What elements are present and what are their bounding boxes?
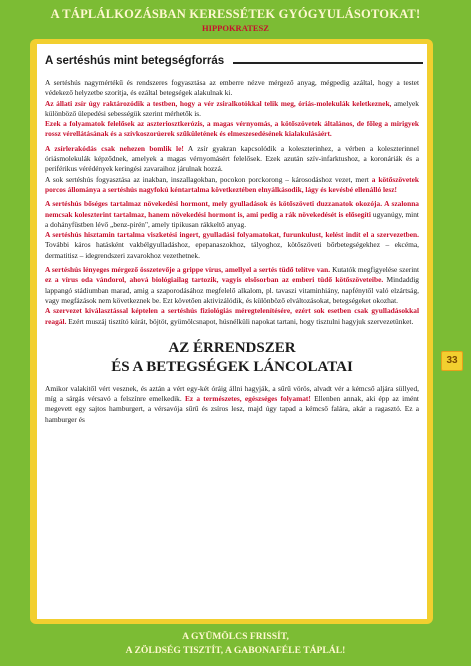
paragraph: A sertéshús bőséges tartalmaz növekedési hormont, mely gyulladások és kötőszöveti duzzanatok okozója. A szalonna nemcsak koleszterint tartalmaz, hanem növekedési hormont is, ami pedig a rák növekedését is elősegíti ugyanúgy, mint a dohányfüstben lévő „benz-pirén", amely tipikusan rákkeltő anyag. <box>45 199 420 229</box>
page-header <box>0 0 471 40</box>
header-author: HIPPOKRATESZ <box>202 23 269 33</box>
paragraph: A sertéshús hisztamin tartalma viszketési ingert, gyulladási folyamatokat, furunkulust, kelést indít el a szervezetben. További káros hatásként vakbélgyulladáshoz, epepanaszokhoz, tályoghoz, kötőszöveti bőrbetegségekhez – ekcéma, dermatitisz – idegrendszeri zavarokhoz vezethetnek. <box>45 230 419 260</box>
paragraph: A sertéshús lényeges mérgező összetevője a grippe vírus, amellyel a sertés tüdő telítve van. Kutatók megfigyelése szerint ez a vírus oda vándorol, ahová biológiailag tartozik, vagyis elsősorban az emberi tüdő kötőszöveteibe. Mindaddig lappangó stádiumban marad, amig a szaporodásához megfelelő alkalom, pl. tavaszi vitaminhiány, napfénytől való elzártság, vagy megfázások nem következnek be. Ezt követően aktivizálódik, és különböző elváltozásokat, betegségeket okozhat. <box>45 265 419 305</box>
paragraph: A szervezet kiválasztással képtelen a sertéshús fiziológiás méregtelenítésére, ezért sok esetben csak gyulladásokkal reagál. Ezért muszáj tisztító kúrát, böjtöt, gyümölcsnapot, húsnélküli napokat tartani, hogy tisztulni hagyjuk szervezetünket. <box>45 306 419 326</box>
footer-line-2: A ZÖLDSÉG TISZTÍT, A GABONAFÉLE TÁPLÁL! <box>125 645 346 656</box>
page-footer <box>0 630 471 658</box>
chapter-heading: AZ ÉRRENDSZER ÉS A BETEGSÉGEK LÁNCOLATAI <box>111 339 353 375</box>
header-title: A TÁPLÁLKOZÁSBAN KERESSÉTEK GYÓGYULÁSOTOKAT! <box>50 7 421 21</box>
paragraph: A zsírlerakódás csak nehezen bomlik le! A zsír gyakran kapcsolódik a koleszterinhez, a vérben a koleszterinnel óriásmolekulák képződnek, amelyek a magas vérnyomásért felelősek. Ezek azután szív-infarktushoz, a koronáriák és a periférikus vérédények keringési zavaraihoz járulnak hozzá. <box>45 143 419 174</box>
paragraph: A sok sertéshús fogyasztása az inakban, inszallagokban, pocokon porckorong – károsodáshoz vezet, mert a kötőszövetek porcos állománya a sertéshús nagyfokú kéntartalma következtében elnyálkásodik, lágy és kevésbé ellenálló lesz! <box>45 174 419 194</box>
paragraph: Ezek a folyamatok felelősek az aszteriosztkerózis, a magas vérnyomás, a kötőszövetek általános, de főleg a mirigyek rossz vérellátásának és a szívkoszorúerek szűkületének és elmeszesedésének kialakulásáért. <box>45 119 419 139</box>
section-title: A sertéshús mint betegségforrás <box>45 55 225 67</box>
article-page <box>37 44 427 619</box>
page-number: 33 <box>441 351 463 371</box>
paragraph: A sertéshús nagymértékű és rendszeres fogyasztása az emberre nézve mérgező anyag, mégpedig azáltal, hogy a testet védekező helyzetbe szorítja, és ezáltal betegségek alakulnak ki. <box>45 78 419 98</box>
paragraph: Az állati zsír úgy raktározódik a testben, hogy a vér zsiralkotókkal telik meg, óriás-molekulák keletkeznek, amelyek különböző ülepedési sebességük szerint mérhetők is. <box>45 98 419 118</box>
paragraph: Amikor valakitől vért vesznek, és aztán a vért egy-két óráig állni hagyják, a sűrű vörös, alvadt vér a kémcső aljára süllyed, míg a sárgás vérsavó a felszínre emelkedik. Ez a természetes, egészséges folyamat! Ellenben annak, aki épp az imént megevett egy sajtos hamburgert, a vérsavója sűrű és zsíros lesz, majd úgy tapad a kémcső falára, akár a ragasztó. Ez a hamburger és <box>45 383 419 424</box>
footer-line-1: A GYÜMÖLCS FRISSÍT, <box>182 631 289 642</box>
section-title-rule <box>233 62 423 64</box>
article-body <box>45 78 419 429</box>
